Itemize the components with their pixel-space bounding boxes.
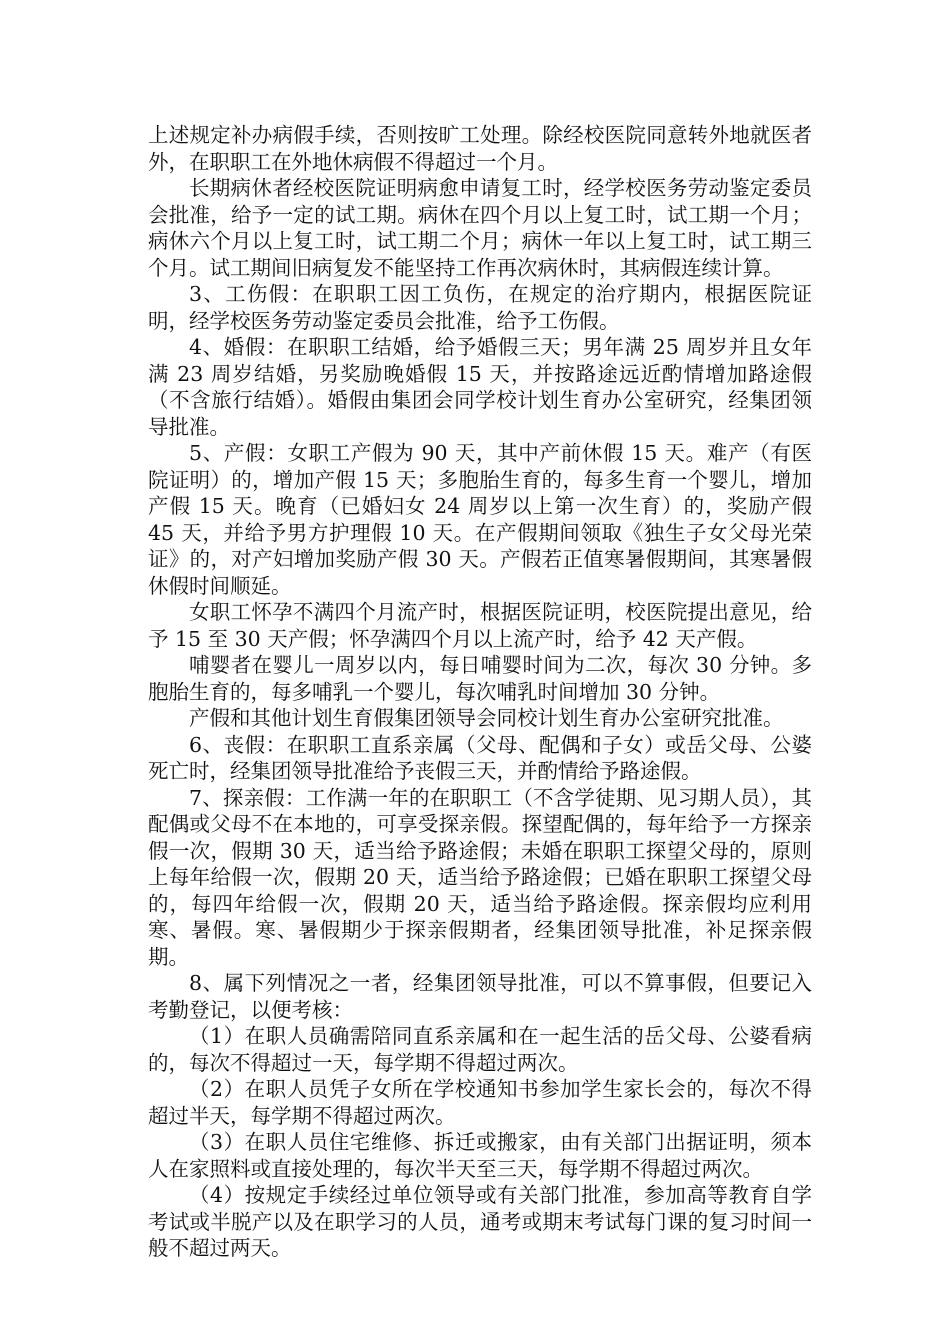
paragraph-home-leave: 7、探亲假：工作满一年的在职职工（不含学徒期、见习期人员），其配偶或父母不在本地的，可享受探亲假。探望配偶的，每年给予一方探亲假一次，假期 30 天，适当给予路途假；未婚在职职工探望父母的，原则上每年给假一次，假期 20 天，适当给予路途假；已婚在职职工探望父母的，每四年给假一次，假期 20 天，适当给予路途假。探亲假均应利用寒、暑假。寒、暑假期少于探亲假期者，经集团领导批准，补足探亲假期。: [148, 785, 812, 969]
document-page: [148, 122, 812, 1262]
paragraph-long-term-sick-leave: 长期病休者经校医院证明病愈申请复工时，经学校医务劳动鉴定委员会批准，给予一定的试工期。病休在四个月以上复工时，试工期一个月；病休六个月以上复工时，试工期二个月；病休一年以上复工时，试工期三个月。试工期间旧病复发不能坚持工作再次病休时，其病假连续计算。: [148, 176, 812, 280]
paragraph-exception-4: （4）按规定手续经过单位领导或有关部门批准，参加高等教育自学考试或半脱产以及在职学习的人员，通考或期末考试每门课的复习时间一般不超过两天。: [148, 1183, 812, 1260]
paragraph-sick-leave-end: 上述规定补办病假手续，否则按旷工处理。除经校医院同意转外地就医者外，在职职工在外地休病假不得超过一个月。: [148, 123, 812, 174]
paragraph-maternity-leave: 5、产假：女职工产假为 90 天，其中产前休假 15 天。难产（有医院证明）的，增加产假 15 天；多胞胎生育的，每多生育一个婴儿，增加产假 15 天。晚育（已婚妇女 24 周岁以上第一次生育）的，奖励产假 45 天，并给予男方护理假 10 天。在产假期间领取《独生子女父母光荣证》的，对产妇增加奖励产假 30 天。产假若正值寒暑假期间，其寒暑假休假时间顺延。: [148, 441, 812, 598]
paragraph-work-injury-leave: 3、工伤假：在职职工因工负伤，在规定的治疗期内，根据医院证明，经学校医务劳动鉴定委员会批准，给予工伤假。: [148, 282, 812, 333]
paragraph-bereavement-leave: 6、丧假：在职职工直系亲属（父母、配偶和子女）或岳父母、公婆死亡时，经集团领导批准给予丧假三天，并酌情给予路途假。: [148, 732, 812, 783]
paragraph-nursing-time: 哺婴者在婴儿一周岁以内，每日哺婴时间为二次，每次 30 分钟。多胞胎生育的，每多哺乳一个婴儿，每次哺乳时间增加 30 分钟。: [148, 653, 812, 704]
paragraph-miscarriage-leave: 女职工怀孕不满四个月流产时，根据医院证明，校医院提出意见，给予 15 至 30 天产假；怀孕满四个月以上流产时，给予 42 天产假。: [148, 600, 812, 651]
paragraph-exception-2: （2）在职人员凭子女所在学校通知书参加学生家长会的，每次不得超过半天，每学期不得超过两次。: [148, 1077, 812, 1128]
paragraph-exception-1: （1）在职人员确需陪同直系亲属和在一起生活的岳父母、公婆看病的，每次不得超过一天，每学期不得超过两次。: [148, 1024, 812, 1075]
paragraph-marriage-leave: 4、婚假：在职职工结婚，给予婚假三天；男年满 25 周岁并且女年满 23 周岁结婚，另奖励晚婚假 15 天，并按路途远近酌情增加路途假（不含旅行结婚）。婚假由集团会同学校计划生育办公室研究，经集团领导批准。: [148, 335, 812, 439]
paragraph-family-planning-approval: 产假和其他计划生育假集团领导会同校计划生育办公室研究批准。: [189, 706, 784, 730]
paragraph-exceptions-intro: 8、属下列情况之一者，经集团领导批准，可以不算事假，但要记入考勤登记，以便考核：: [148, 971, 812, 1022]
paragraph-exception-3: （3）在职人员住宅维修、拆迁或搬家，由有关部门出据证明，须本人在家照料或直接处理的，每次半天至三天，每学期不得超过两次。: [148, 1130, 812, 1181]
